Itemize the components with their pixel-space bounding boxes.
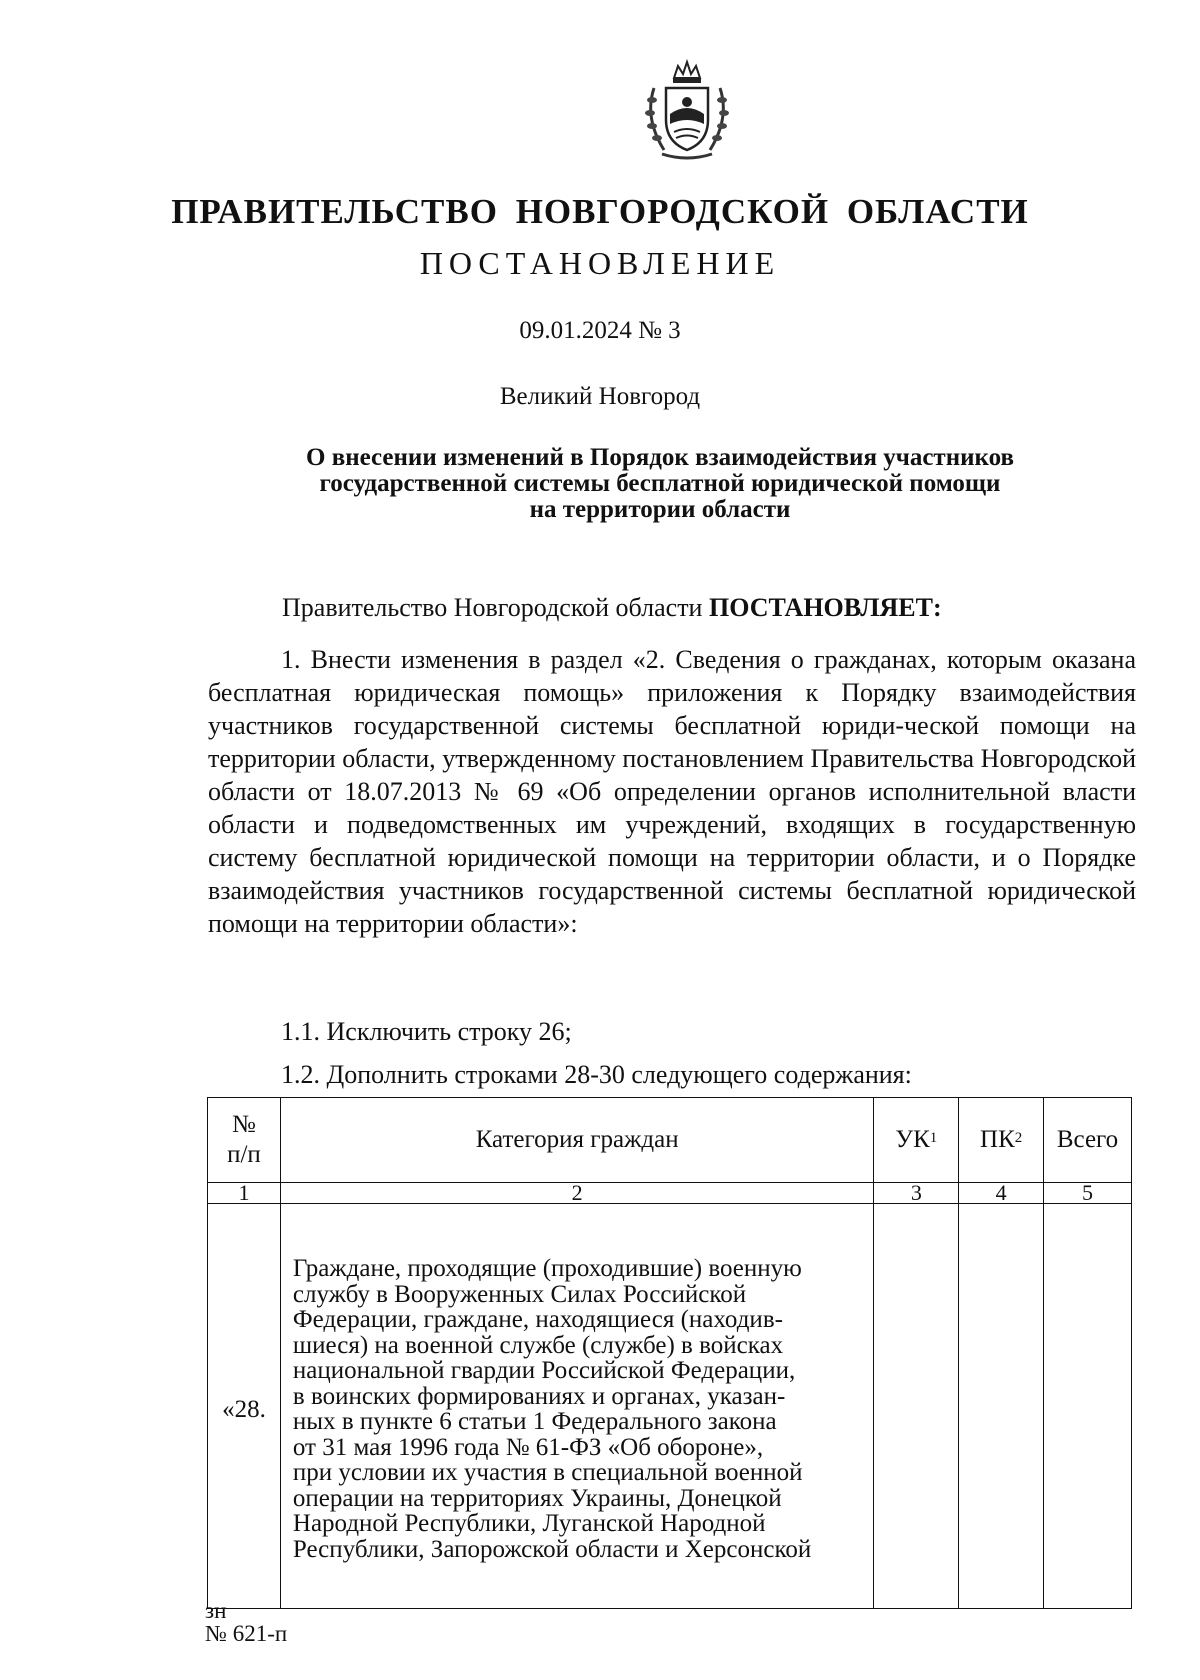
category-line: ных в пункте 6 статьи 1 Федерального закона	[292, 1408, 777, 1435]
coat-of-arms-icon	[640, 58, 734, 162]
paragraph-1-2: 1.2. Дополнить строками 28-30 следующего содержания:	[281, 1060, 912, 1089]
column-number: 2	[280, 1183, 874, 1204]
resolves-keyword: ПОСТАНОВЛЯЕТ:	[708, 593, 942, 622]
table-numbering-row	[208, 1183, 1132, 1204]
subject-line: на территории области	[529, 496, 791, 523]
paragraph-1: 1. Внести изменения в раздел «2. Сведения о гражданах, которым оказана бесплатная юридическая помощь» приложения к Порядку взаимодействия участников государственной системы бесплатной юриди-ческой помощи на территории области, утвержденному постановлением Правительства Новгородской области от 18.07.2013 № 69 «Об определении органов исполнительной власти области и подведомственных им учреждений, входящих в государственную систему бесплатной юридической помощи на территории области, и о Порядке взаимодействия участников государственной системы бесплатной юридической помощи на территории области»:	[208, 645, 1136, 938]
table-row	[208, 1204, 1132, 1609]
category-line: национальной гвардии Российской Федерации,	[292, 1357, 796, 1384]
resolves-prefix: Правительство Новгородской области	[282, 593, 709, 622]
header-total: Всего	[1044, 1098, 1132, 1183]
header-uk-label: УК	[895, 1126, 930, 1153]
footnote-marker: 1	[929, 1130, 938, 1146]
city: Великий Новгород	[499, 383, 701, 410]
row-total-cell	[1044, 1204, 1132, 1609]
category-line: в воинских формированиях и органах, указан-	[292, 1382, 786, 1410]
document-subject	[200, 445, 1120, 523]
header-number-line: №	[232, 1111, 256, 1138]
date-number: 09.01.2024 № 3	[519, 317, 681, 344]
column-number: 1	[208, 1183, 281, 1204]
footer-code: зн	[205, 1598, 227, 1623]
resolves-line	[282, 593, 942, 623]
category-line: от 31 мая 1996 года № 61-ФЗ «Об обороне»,	[292, 1433, 764, 1461]
subject-line: государственной системы бесплатной юридической помощи	[319, 470, 1001, 497]
header-number	[208, 1098, 281, 1183]
category-line: Народной Республики, Луганской Народной	[292, 1510, 766, 1537]
citizens-table	[207, 1097, 1132, 1609]
category-line: при условии их участия в специальной военной	[292, 1459, 803, 1486]
row-pk-cell	[959, 1204, 1044, 1609]
row-category-text	[280, 1204, 874, 1609]
category-line: Республики, Запорожской области и Херсонской	[292, 1535, 812, 1563]
footer-number: № 621-п	[205, 1621, 288, 1646]
row-uk-cell	[874, 1204, 959, 1609]
column-number: 5	[1044, 1183, 1132, 1204]
category-line: Федерации, граждане, находящиеся (находив-	[292, 1306, 783, 1333]
header-pk-label: ПК	[980, 1126, 1015, 1153]
footnote-marker: 2	[1014, 1130, 1023, 1146]
document-type: ПОСТАНОВЛЕНИЕ	[419, 245, 781, 281]
column-number: 4	[959, 1183, 1044, 1204]
header-pk	[959, 1098, 1044, 1183]
header-number-line: п/п	[227, 1141, 261, 1168]
category-line: службу в Вооруженных Силах Российской	[292, 1280, 747, 1308]
header-category: Категория граждан	[280, 1098, 874, 1183]
header-uk	[874, 1098, 959, 1183]
column-number: 3	[874, 1183, 959, 1204]
category-line: операции на территориях Украины, Донецкой	[292, 1484, 782, 1512]
category-line: шиеся) на военной службе (службе) в войсках	[292, 1331, 784, 1359]
footer-reference	[205, 1599, 287, 1645]
table-header-row	[208, 1098, 1132, 1183]
paragraph-1-1: 1.1. Исключить строку 26;	[281, 1017, 572, 1046]
subject-line: О внесении изменений в Порядок взаимодействия участников	[306, 444, 1014, 471]
row-number: «28.	[208, 1204, 281, 1609]
government-title: ПРАВИТЕЛЬСТВО НОВГОРОДСКОЙ ОБЛАСТИ	[171, 192, 1029, 231]
category-line: Граждане, проходящие (проходившие) военную	[292, 1255, 802, 1282]
